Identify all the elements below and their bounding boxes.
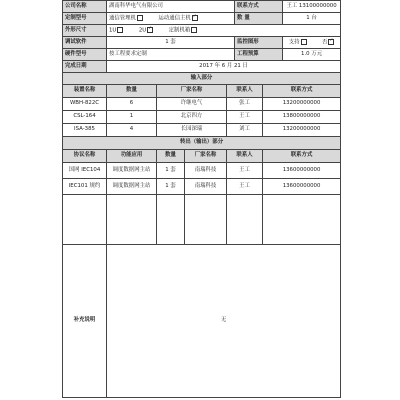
software-label: 调试软件 [63,37,107,49]
size-2u-checkbox[interactable] [147,27,153,33]
input-cell: 1 [107,111,157,124]
date-label: 完成日期 [63,61,107,73]
monitor-yes-label: 支持 [288,39,300,46]
notes-value: 无 [107,245,341,398]
output-cell: 王工 [227,163,263,179]
input-cell: 13200000000 [263,98,341,111]
output-cell-empty [157,195,185,245]
input-section-title: 输入部分 [63,73,341,85]
input-cell: 张工 [227,98,263,111]
input-cell: 13200000000 [263,124,341,137]
opt-remote-checkbox[interactable] [192,15,198,21]
input-cell: 刘工 [227,124,263,137]
date-value: 2017 年 6 月 21 日 [107,61,341,73]
output-header-protocol: 协议名称 [63,150,107,163]
output-header-phone: 联系方式 [263,150,341,163]
size-options [107,25,341,37]
input-cell: 13800000000 [263,111,341,124]
qty-value: 1 台 [283,13,341,25]
output-header-qty: 数量 [157,150,185,163]
output-cell: IEC101 规约 [63,179,107,195]
type-label: 定制型号 [63,13,107,25]
output-header-vendor: 厂家名称 [185,150,227,163]
output-cell-empty [107,195,157,245]
contact-label: 联系方式 [235,1,283,13]
qty-label: 数 量 [235,13,283,25]
output-cell: 1 套 [157,163,185,179]
form-table [62,0,341,398]
output-cell: 13600000000 [263,163,341,179]
software-value: 1 套 [107,37,235,49]
input-cell: WBH-822C [63,98,107,111]
opt-remote-label: 运动通信主机 [158,15,191,22]
input-cell: CSL-164 [63,111,107,124]
monitor-no-checkbox[interactable] [328,39,334,45]
output-section-title: 转出（输出）部分 [63,137,341,150]
size-label: 外形尺寸 [63,25,107,37]
output-cell: 调度数据网主站 [107,179,157,195]
size-custom-label: 定制机箱 [168,27,191,34]
order-form [62,0,340,397]
company-label: 公司名称 [63,1,107,13]
output-cell: 南瑞科技 [185,179,227,195]
monitor-options [283,37,341,49]
table-row [63,124,341,137]
input-cell: 许继电气 [157,98,227,111]
opt-comm-checkbox[interactable] [137,15,143,21]
output-header-contact: 联系人 [227,150,263,163]
input-cell: ISA-385 [63,124,107,137]
input-cell: 长园深瑞 [157,124,227,137]
size-1u-checkbox[interactable] [117,27,123,33]
output-cell: 调度数据网主站 [107,163,157,179]
size-custom-checkbox[interactable] [191,27,197,33]
output-cell: 1 套 [157,179,185,195]
output-cell: 王工 [227,179,263,195]
output-header-function: 功能应用 [107,150,157,163]
output-cell-empty [263,195,341,245]
output-cell: 13600000000 [263,179,341,195]
budget-value: 1.0 万元 [283,49,341,61]
output-cell-empty [63,195,107,245]
input-cell: 4 [107,124,157,137]
budget-label: 工程预算 [235,49,283,61]
table-row [63,98,341,111]
output-cell: 国网 IEC104 [63,163,107,179]
input-cell: 北京四方 [157,111,227,124]
table-row [63,111,341,124]
input-header-contact: 联系人 [227,85,263,98]
size-1u-label: 1U [109,27,117,34]
input-cell: 6 [107,98,157,111]
monitor-label: 监控图形 [235,37,283,49]
monitor-yes-checkbox[interactable] [301,39,307,45]
hardware-label: 硬件型号 [63,49,107,61]
hardware-value: 按工程要求定制 [107,49,235,61]
output-cell-empty [227,195,263,245]
input-header-vendor: 厂家名称 [157,85,227,98]
input-cell: 王工 [227,111,263,124]
monitor-no-label: 否 [321,39,328,46]
company-value: 湖南科华电气有限公司 [107,1,235,13]
table-row [63,195,341,245]
input-header-phone: 联系方式 [263,85,341,98]
size-2u-label: 2U [138,27,147,34]
input-header-qty: 数量 [107,85,157,98]
output-cell: 南瑞科技 [185,163,227,179]
contact-value: 王工 13100000000 [283,1,341,13]
table-row [63,179,341,195]
input-header-device: 装置名称 [63,85,107,98]
opt-comm-label: 通信管理机 [109,15,136,22]
table-row [63,163,341,179]
type-options [107,13,235,25]
notes-label: 补充说明 [63,245,107,398]
output-cell-empty [185,195,227,245]
